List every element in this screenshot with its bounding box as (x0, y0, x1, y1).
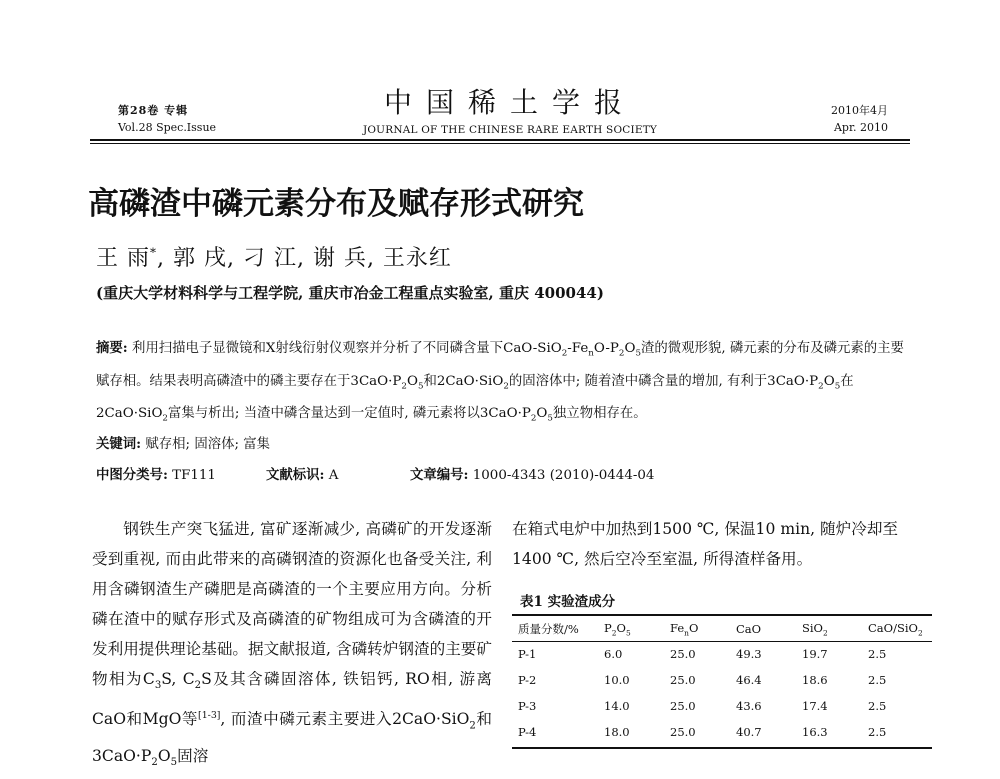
body-left-column (92, 514, 492, 779)
body-text: 和3CaO·P (92, 710, 492, 766)
table-cell: 43.6 (736, 699, 762, 713)
classification-line (96, 464, 654, 483)
method-paragraph: 在箱式电炉中加热到1500 ℃, 保温10 min, 随炉冷却至1400 ℃, 然后空冷至室温, 所得渣样备用。 (512, 520, 899, 568)
table-caption: 表1 实验渣成分 (520, 594, 616, 610)
author-rest: , 郭 戌, 刁 江, 谢 兵, 王永红 (157, 246, 452, 271)
author-list (96, 241, 452, 272)
journal-name-en: JOURNAL OF THE CHINESE RARE EARTH SOCIETY (362, 124, 658, 136)
volume-cn: 第28卷 专辑 (118, 104, 189, 117)
table-cell: P-1 (518, 647, 537, 661)
table-cell: 19.7 (802, 647, 828, 661)
table-cell: P-2 (518, 673, 537, 687)
affiliation: (重庆大学材料科学与工程学院, 重庆市冶金工程重点实验室, 重庆 400044) (96, 284, 604, 302)
corresponding-mark: * (150, 245, 157, 260)
body-subscript: 3 (154, 680, 162, 692)
date-cn: 2010年4月 (831, 104, 888, 117)
table-rule-top (512, 614, 932, 616)
abstract-subscript: 5 (834, 381, 841, 392)
table-cell: 2.5 (868, 647, 887, 661)
body-subscript: 2 (194, 680, 202, 692)
article-number-label: 文章编号: (410, 467, 469, 483)
table-header-cell: SiO$_2$ (802, 620, 828, 638)
abstract-text: 在2CaO·SiO (96, 373, 854, 422)
body-text: 固溶 (177, 747, 209, 766)
table-row (512, 667, 932, 693)
abstract (96, 335, 916, 433)
volume-en: Vol.28 Spec.Issue (118, 121, 217, 134)
abstract-subscript: 2 (530, 414, 537, 425)
table-cell: 17.4 (802, 699, 828, 713)
author-first: 王 雨 (96, 246, 150, 271)
table-cell: 14.0 (604, 699, 630, 713)
table-cell: 18.0 (604, 725, 630, 739)
abstract-text: 利用扫描电子显微镜和X射线衍射仪观察并分析了不同磷含量下CaO-SiO (127, 341, 562, 356)
table-cell: 18.6 (802, 673, 828, 687)
table-cell: 25.0 (670, 725, 696, 739)
date-en: Apr. 2010 (833, 121, 888, 134)
body-text: S及其含磷固溶体, 铁铝钙, RO相, 游离CaO和MgO等 (92, 670, 492, 729)
table-header-cell: CaO (736, 622, 762, 636)
table-cell: P-3 (518, 699, 537, 713)
table-cell: 25.0 (670, 647, 696, 661)
body-subscript: 5 (170, 757, 178, 769)
table-row (512, 719, 932, 745)
table-header-cell: $P_2O_5$ (604, 620, 631, 638)
table-cell: 46.4 (736, 673, 762, 687)
body-text: , 而渣中磷元素主要进入2CaO·SiO (220, 710, 470, 729)
doc-code-value: A (324, 468, 339, 483)
abstract-subscript: 2 (401, 381, 407, 392)
abstract-text: O (624, 341, 636, 356)
body-subscript: 2 (469, 720, 476, 732)
abstract-text: 渣的微观形貌, 磷元素的分布及磷元素的主要赋存相。结果表明高磷渣中的磷主要存在于3CaO·P (96, 341, 904, 389)
doc-code-label: 文献标识: (266, 467, 325, 483)
table-cell: 6.0 (604, 647, 623, 661)
table-cell: 49.3 (736, 647, 762, 661)
body-text: O (157, 747, 171, 766)
header-date (831, 102, 888, 136)
intro-paragraph (92, 514, 492, 779)
abstract-subscript: 5 (635, 348, 641, 359)
abstract-text: 独立物相存在。 (552, 406, 647, 422)
table-header-cell: CaO/SiO$_2$ (868, 620, 923, 638)
header-rule-thin (90, 143, 910, 144)
abstract-text: O (823, 373, 835, 389)
keywords-label: 关键词: (96, 436, 142, 452)
abstract-text: O-P (593, 341, 619, 356)
table-body (512, 641, 932, 745)
table-cell: P-4 (518, 725, 537, 739)
abstract-text: 和2CaO·SiO (423, 373, 504, 389)
abstract-text: -Fe (567, 341, 589, 356)
clc-value: TF111 (167, 468, 216, 483)
keywords-text: 赋存相; 固溶体; 富集 (141, 437, 271, 452)
abstract-text: O (536, 406, 548, 422)
table-cell: 40.7 (736, 725, 762, 739)
header-rule-thick (90, 139, 910, 141)
body-text: S, C (161, 670, 195, 688)
table-row (512, 693, 932, 719)
abstract-subscript: 2 (162, 414, 168, 425)
table-cell: 2.5 (868, 673, 887, 687)
abstract-subscript: 5 (417, 381, 424, 392)
table-cell: 2.5 (868, 699, 887, 713)
abstract-subscript: 2 (561, 348, 568, 359)
abstract-text: 的固溶体中; 随着渣中磷含量的增加, 有利于3CaO·P (508, 373, 819, 389)
body-right-column (512, 514, 932, 574)
paper-title: 高磷渣中磷元素分布及赋存形式研究 (88, 186, 584, 222)
abstract-text: O (406, 373, 418, 389)
clc-label: 中图分类号: (96, 467, 168, 483)
table-header-cell: 质量分数/% (518, 622, 579, 636)
table-cell: 10.0 (604, 673, 630, 687)
abstract-subscript: n (588, 348, 594, 359)
table-header-row (512, 617, 932, 641)
journal-name-cn: 中国稀土学报 (383, 86, 636, 119)
abstract-label: 摘要: (96, 340, 128, 356)
table-rule-bottom (512, 747, 932, 749)
body-text: 钢铁生产突飞猛进, 富矿逐渐减少, 高磷矿的开发逐渐受到重视, 而由此带来的高磷钢渣的资源化也备受关注, 利用含磷钢渣生产磷肥是高磷渣的一个主要应用方向。分析磷在渣中的赋存形式及高磷渣的矿物组成可为含磷渣的开发利用提供理论基础。据文献报道, 含磷转炉钢渣的主要矿物相为C (92, 520, 492, 688)
header-journal (320, 84, 700, 136)
composition-table (512, 617, 932, 745)
header-volume (118, 102, 216, 136)
table-cell: 25.0 (670, 673, 696, 687)
citation-ref: [1-3] (198, 710, 221, 722)
table-cell: 16.3 (802, 725, 828, 739)
abstract-subscript: 2 (618, 348, 625, 359)
table-header-cell: $Fe_nO$ (670, 620, 699, 638)
article-number-value: 1000-4343 (2010)-0444-04 (468, 468, 655, 483)
body-subscript: 2 (151, 757, 158, 769)
abstract-subscript: 2 (818, 381, 824, 392)
abstract-subscript: 5 (547, 414, 553, 425)
keywords (96, 433, 270, 452)
table-cell: 2.5 (868, 725, 887, 739)
abstract-text: 富集与析出; 当渣中磷含量达到一定值时, 磷元素将以3CaO·P (167, 406, 531, 422)
table-row (512, 641, 932, 667)
table-cell: 25.0 (670, 699, 696, 713)
abstract-subscript: 2 (503, 381, 509, 392)
